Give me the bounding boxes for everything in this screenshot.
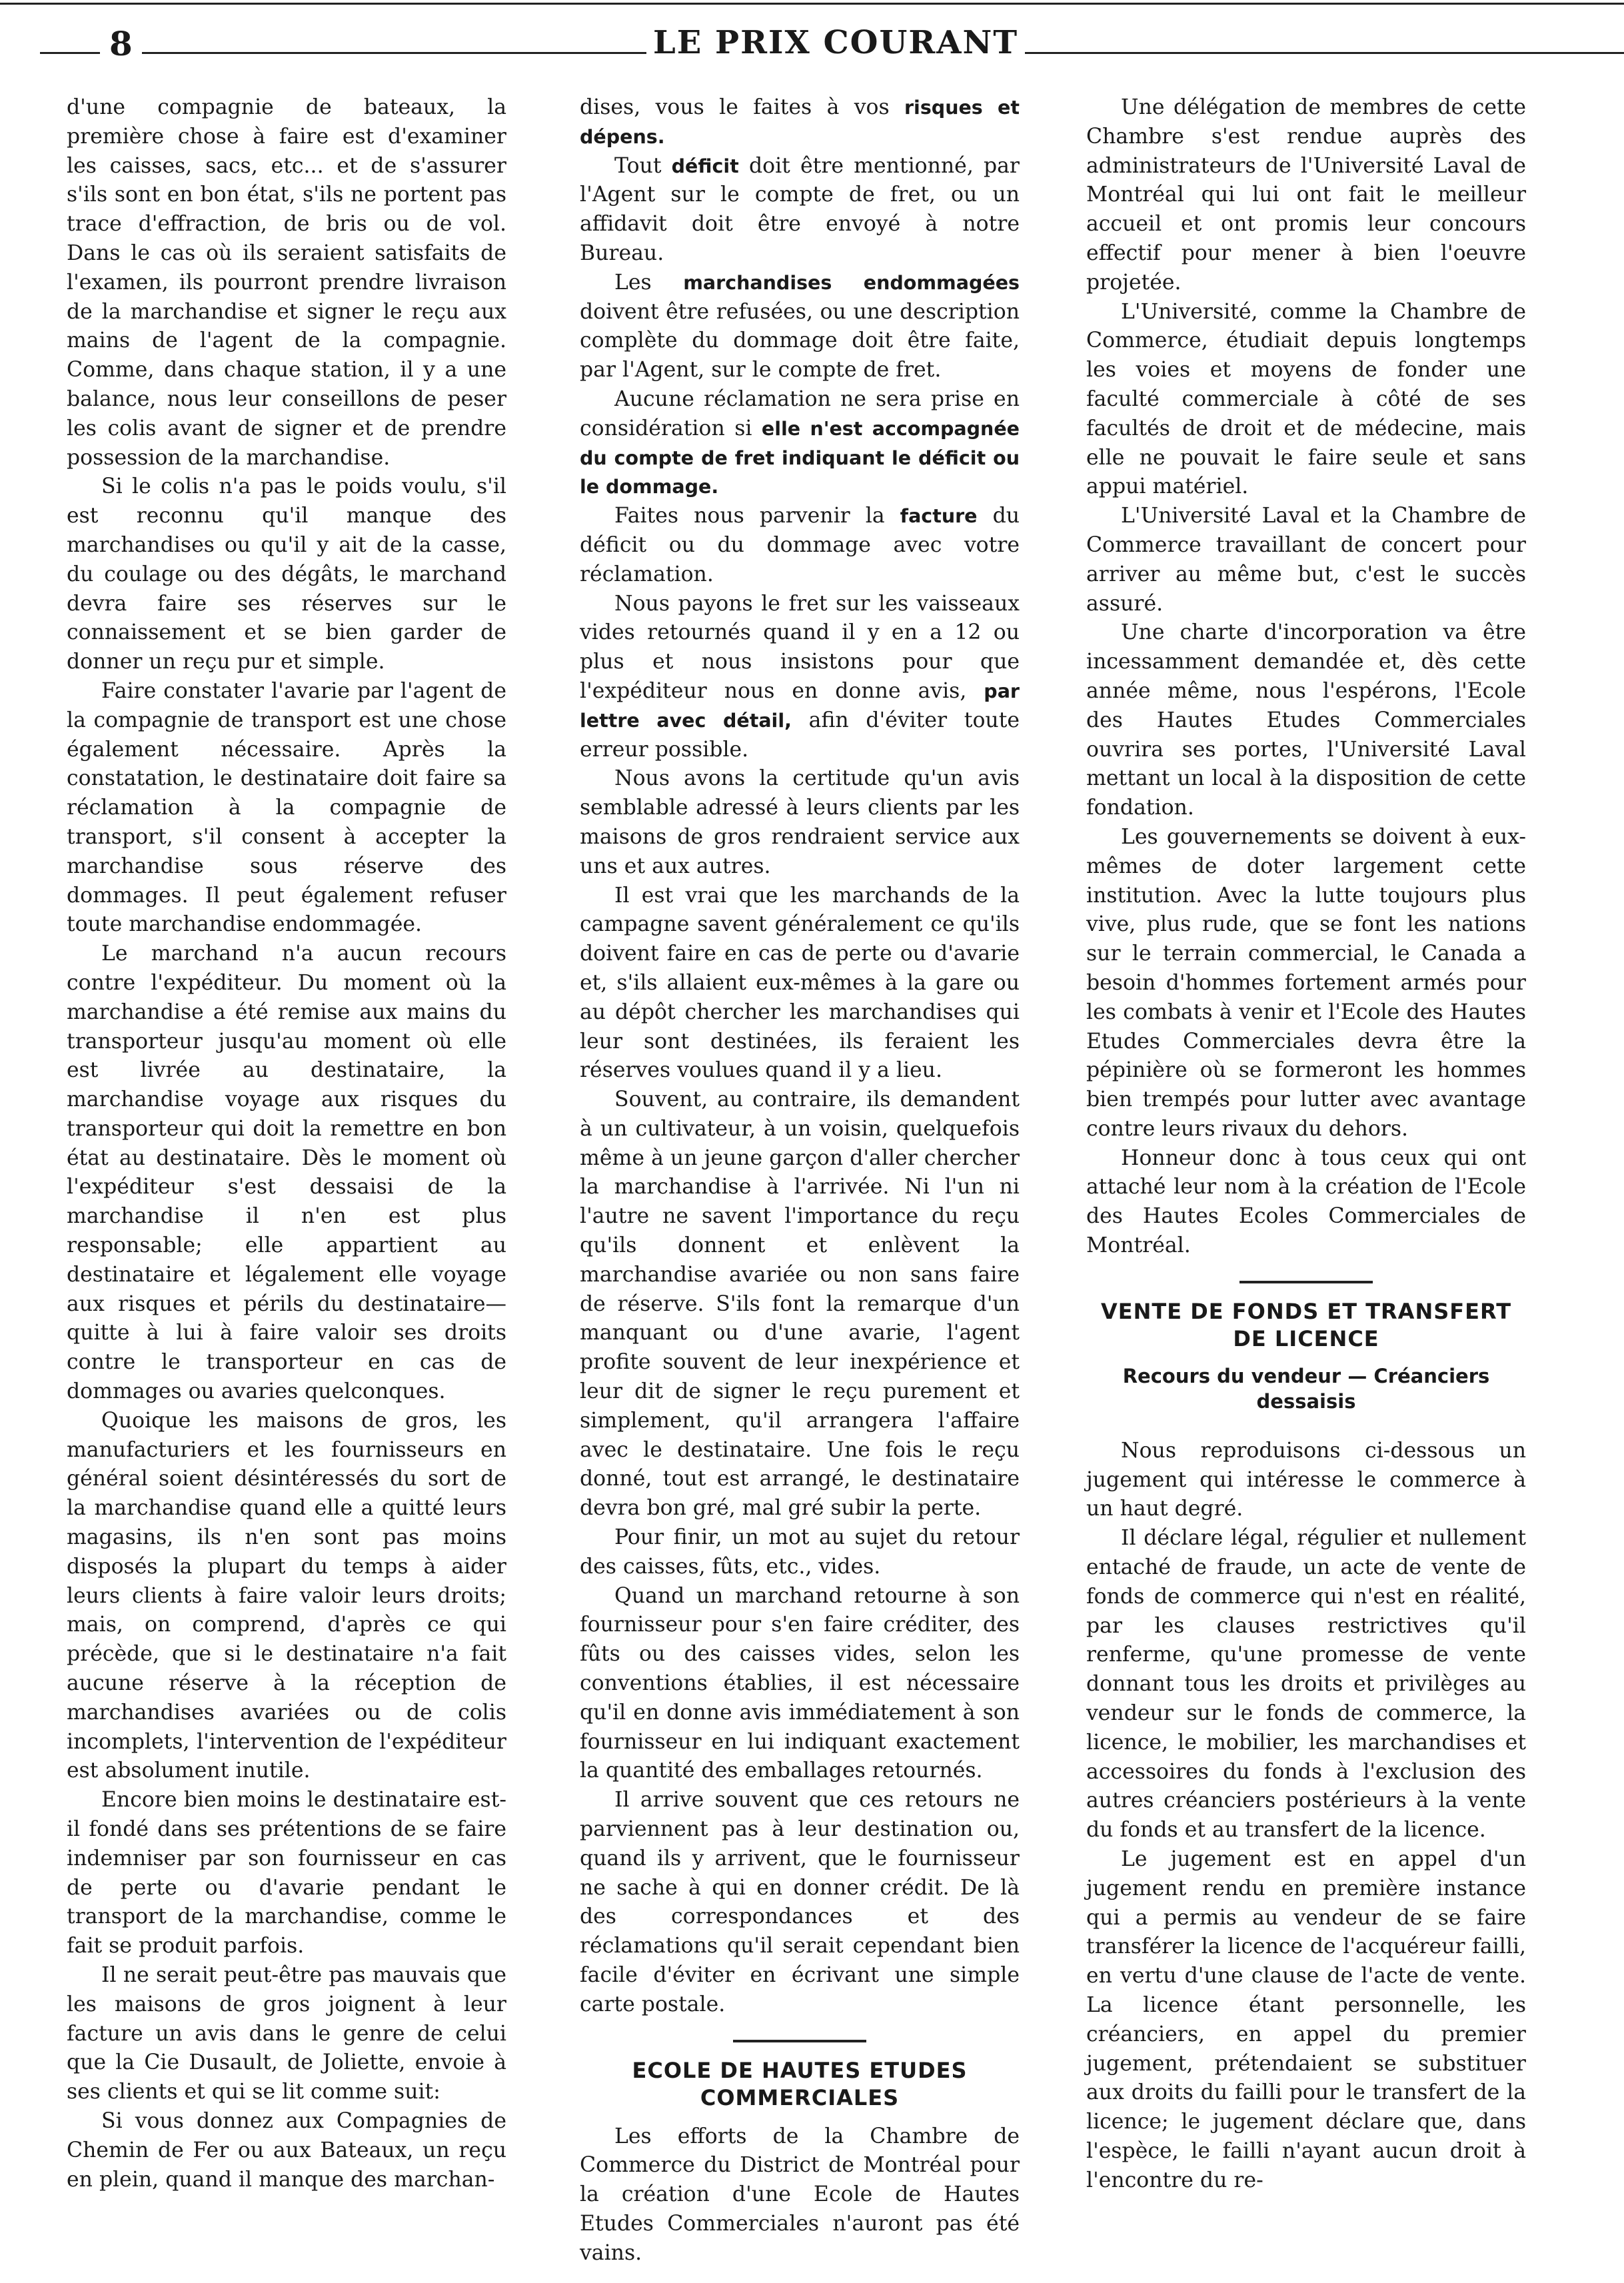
paragraph: L'Université Laval et la Chambre de Commerce travaillant de concert pour arriver au même but, c'est le succès assuré. bbox=[1086, 504, 1526, 616]
paragraph: Faire constater l'avarie par l'agent de la compagnie de transport est une chose également nécessaire. Après la constatation, le destinataire doit faire sa réclamation à la compagnie de transport, s'il consent à accepter la marchandise sous réserve des dommages. Il peut également refuser toute marchandise endommagée. bbox=[67, 678, 506, 937]
paragraph: Il ne serait peut-être pas mauvais que les maisons de gros joignent à leur facture un avis dans le genre de celui que la Cie Dusault, de Joliette, envoie à ses clients et qui se lit comme suit: bbox=[67, 1963, 506, 2104]
running-title: LE PRIX COURANT bbox=[646, 24, 1025, 61]
text-run: doit être mentionné, par l'Agent sur le compte de fret, ou un affidavit doit être envoyé à notre Bureau. bbox=[580, 153, 1020, 265]
paragraph bbox=[580, 385, 1020, 502]
paragraph: Les gouvernements se doivent à eux-mêmes de doter largement cette institution. Avec la lutte toujours plus vive, plus rude, que se font les nations sur le terrain commercial, le Canada a besoin d'hommes fortement armés pour les combats à venir et l'Ecole des Hautes Etudes Commerciales devra être la pépinière où se formeront les hommes bien trempés pour lutter avec avantage contre leurs rivaux du dehors. bbox=[1086, 824, 1526, 1141]
text-run: Aucune réclamation ne sera prise en considération si bbox=[580, 386, 1020, 440]
text-run: Les bbox=[614, 270, 652, 295]
paragraph: Une charte d'incorporation va être incessamment demandée et, dès cette année même, nous l'espérons, l'Ecole des Hautes Etudes Commerciales ouvrira ses portes, l'Université Laval mettant un local à la disposition de cette fondation. bbox=[1086, 620, 1526, 820]
bold-text: marchandises endommagées bbox=[683, 271, 1020, 294]
text-run: dises, vous le faites à vos bbox=[580, 95, 890, 119]
paragraph bbox=[580, 502, 1020, 589]
paragraph bbox=[580, 93, 1020, 152]
paragraph: Nous reproduisons ci-dessous un jugement qui intéresse le commerce à un haut degré. bbox=[1086, 1438, 1526, 1521]
paragraph: Il déclare légal, régulier et nullement entaché de fraude, un acte de vente de fonds de commerce qui n'est en réalité, par les clauses restrictives qu'il renferme, qu'une promesse de vente donnant tous les droits et privilèges au vendeur sur le fonds de commerce, la licence, le mobilier, les marchandises et accessoires du fonds à l'exclusion des autres créanciers postérieurs à la vente du fonds et au transfert de la licence. bbox=[1086, 1526, 1526, 1843]
text-run: Faites nous parvenir la bbox=[614, 504, 885, 528]
paragraph: Encore bien moins le destinataire est-il fondé dans ses prétentions de se faire indemniser par son fournisseur en cas de perte ou d'avarie pendant le transport de la marchandise, comme le fait se produit parfois. bbox=[67, 1788, 506, 1958]
bold-text: elle n'est accompagnée du compte de fret indiquant le déficit ou le dommage. bbox=[580, 417, 1020, 498]
paragraph: Quoique les maisons de gros, les manufacturiers et les fournisseurs en général soient désintéressés du sort de la marchandise quand elle a quitté leurs magasins, ils n'en sont pas moins disposés la plupart du temps à aider leurs clients à faire valoir leurs droits; mais, on comprend, d'après ce qui précède, que si le destinataire n'a fait aucune réserve à la réception de marchandises avariées ou de colis incomplets, l'intervention de l'expéditeur est absolument inutile. bbox=[67, 1408, 506, 1783]
paragraph: Il est vrai que les marchands de la campagne savent généralement ce qu'ils doivent faire en cas de perte ou d'avarie et, s'ils allaient eux-mêmes à la gare ou au dépôt chercher les marchandises qui leur sont destinées, ils feraient les réserves voulues quand il y a lieu. bbox=[580, 883, 1020, 1083]
paragraph: Si vous donnez aux Compagnies de Chemin de Fer ou aux Bateaux, un reçu en plein, quand il manque des marchan- bbox=[67, 2108, 506, 2192]
paragraph bbox=[580, 590, 1020, 765]
paragraph: Si le colis n'a pas le poids voulu, s'il est reconnu qu'il manque des marchandises ou qu'il y ait de la casse, du coulage ou des dégâts, le marchand devra faire ses réserves sur le connaissement et se bien garder de donner un reçu pur et simple. bbox=[67, 474, 506, 674]
paragraph: L'Université, comme la Chambre de Commerce, étudiait depuis longtemps les voies et moyens de fonder une faculté commerciale à côté de ses facultés de droit et de médecine, mais elle ne pouvait le faire seule et sans appui matériel. bbox=[1086, 299, 1526, 499]
paragraph: Les efforts de la Chambre de Commerce du District de Montréal pour la création d'une Ecole de Hautes Etudes Commerciales n'auront pas été vains. bbox=[580, 2124, 1020, 2265]
paragraph: Le jugement est en appel d'un jugement rendu en première instance qui a permis au vendeur de se faire transférer la licence de l'acquéreur failli, en vertu d'une clause de l'acte de vente. La licence étant personnelle, les créanciers, en appel du premier jugement, prétendaient se substituer aux droits du failli pour le transfert de la licence; le jugement déclare que, dans l'espèce, le failli n'ayant aucun droit à l'encontre du re- bbox=[1086, 1847, 1526, 2192]
text-run: Tout bbox=[614, 153, 662, 178]
paragraph: Il arrive souvent que ces retours ne parviennent pas à leur destination ou, quand ils y arrivent, que le fournisseur ne sache à qui en donner crédit. De là des correspondances et des réclamations qu'il serait cependant bien facile d'éviter en écrivant une simple carte postale. bbox=[580, 1788, 1020, 2016]
paragraph: Honneur donc à tous ceux qui ont attaché leur nom à la création de l'Ecole des Hautes Ecoles Commerciales de Montréal. bbox=[1086, 1145, 1526, 1258]
paragraph: Le marchand n'a aucun recours contre l'expéditeur. Du moment où la marchandise a été remise aux mains du transporteur jusqu'au moment où elle est livrée au destinataire, la marchandise voyage aux risques du transporteur qui doit la remettre en bon état au destinataire. Dès le moment où l'expéditeur s'est dessaisi de la marchandise il n'en est plus responsable; elle appartient au destinataire et légalement elle voyage aux risques et périls du destinataire—quitte à lui à faire valoir ses droits contre le transporteur en cas de dommages ou avaries quelconques. bbox=[67, 942, 506, 1404]
paragraph bbox=[580, 269, 1020, 385]
bold-text: facture bbox=[900, 505, 978, 528]
paragraph: Souvent, au contraire, ils demandent à un cultivateur, à un voisin, quelquefois même à un jeune garçon d'aller chercher la marchandise à l'arrivée. Ni l'un ni l'autre ne savent l'importance du reçu qu'ils donnent et enlèvent la marchandise avariée ou non sans faire de réserve. S'ils font la remarque d'un manquant ou d'une avarie, l'agent profite souvent de leur inexpérience et leur dit de signer le reçu purement et simplement, qu'il arrangera l'affaire avec le destinataire. Une fois le reçu donné, tout est arrangé, le destinataire devra bon gré, mal gré subir la perte. bbox=[580, 1088, 1020, 1521]
page-header bbox=[0, 0, 1624, 67]
paragraph: Pour finir, un mot au sujet du retour des caisses, fûts, etc., vides. bbox=[580, 1525, 1020, 1579]
column-2 bbox=[580, 93, 1020, 2268]
paragraph: Une délégation de membres de cette Chambre s'est rendue auprès des administrateurs de l'Université Laval de Montréal qui lui ont fait le meilleur accueil et ont promis leur concours effectif pour mener à bien l'oeuvre projetée. bbox=[1086, 95, 1526, 295]
paragraph: Nous avons la certitude qu'un avis semblable adressé à leurs clients par les maisons de gros rendraient service aux uns et aux autres. bbox=[580, 766, 1020, 878]
text-run: doivent être refusées, ou une description complète du dommage doit être faite, par l'Agent, sur le compte de fret. bbox=[580, 299, 1020, 382]
paragraph bbox=[580, 152, 1020, 269]
page-number: 8 bbox=[100, 24, 142, 63]
paragraph: d'une compagnie de bateaux, la première chose à faire est d'examiner les caisses, sacs, etc... et de s'assurer s'ils sont en bon état, s'ils ne portent pas trace d'effraction, de bris ou de vol. Dans le cas où ils seraient satisfaits de l'examen, ils pourront prendre livraison de la marchandise et signer le reçu aux mains de l'agent de la compagnie. Comme, dans chaque station, il y a une balance, nous leur conseillons de peser les colis avant de signer et de prendre possession de la marchandise. bbox=[67, 95, 506, 470]
text-run: du déficit ou du dommage avec votre réclamation. bbox=[580, 504, 1020, 586]
text-run: afin d'éviter toute erreur possible. bbox=[580, 708, 1020, 762]
column-3 bbox=[1086, 93, 1526, 2196]
column-1 bbox=[67, 93, 506, 2194]
text-run: Nous payons le fret sur les vaisseaux vides retournés quand il y en a 12 ou plus et nous insistons pour que l'expéditeur nous en donne avis, bbox=[580, 591, 1020, 703]
bold-text: déficit bbox=[671, 155, 739, 177]
article-subheading: Recours du vendeur — Créanciers dessaisis bbox=[1122, 1364, 1490, 1413]
top-rule bbox=[0, 3, 1624, 5]
section-divider bbox=[733, 2040, 866, 2042]
bold-text: risques et dépens. bbox=[580, 97, 1020, 148]
bold-text: par lettre avec détail, bbox=[580, 680, 1020, 732]
article-heading: VENTE DE FONDS ET TRANSFERT DE LICENCE bbox=[1100, 1298, 1512, 1351]
paragraph: Quand un marchand retourne à son fournisseur pour s'en faire créditer, des fûts ou des caisses vides, selon les conventions établies, il est nécessaire qu'il en donne avis immédiatement à son fournisseur en lui indiquant exactement la quantité des emballages retournés. bbox=[580, 1583, 1020, 1783]
section-divider bbox=[1239, 1281, 1373, 1283]
article-heading: ECOLE DE HAUTES ETUDES COMMERCIALES bbox=[632, 2057, 968, 2110]
